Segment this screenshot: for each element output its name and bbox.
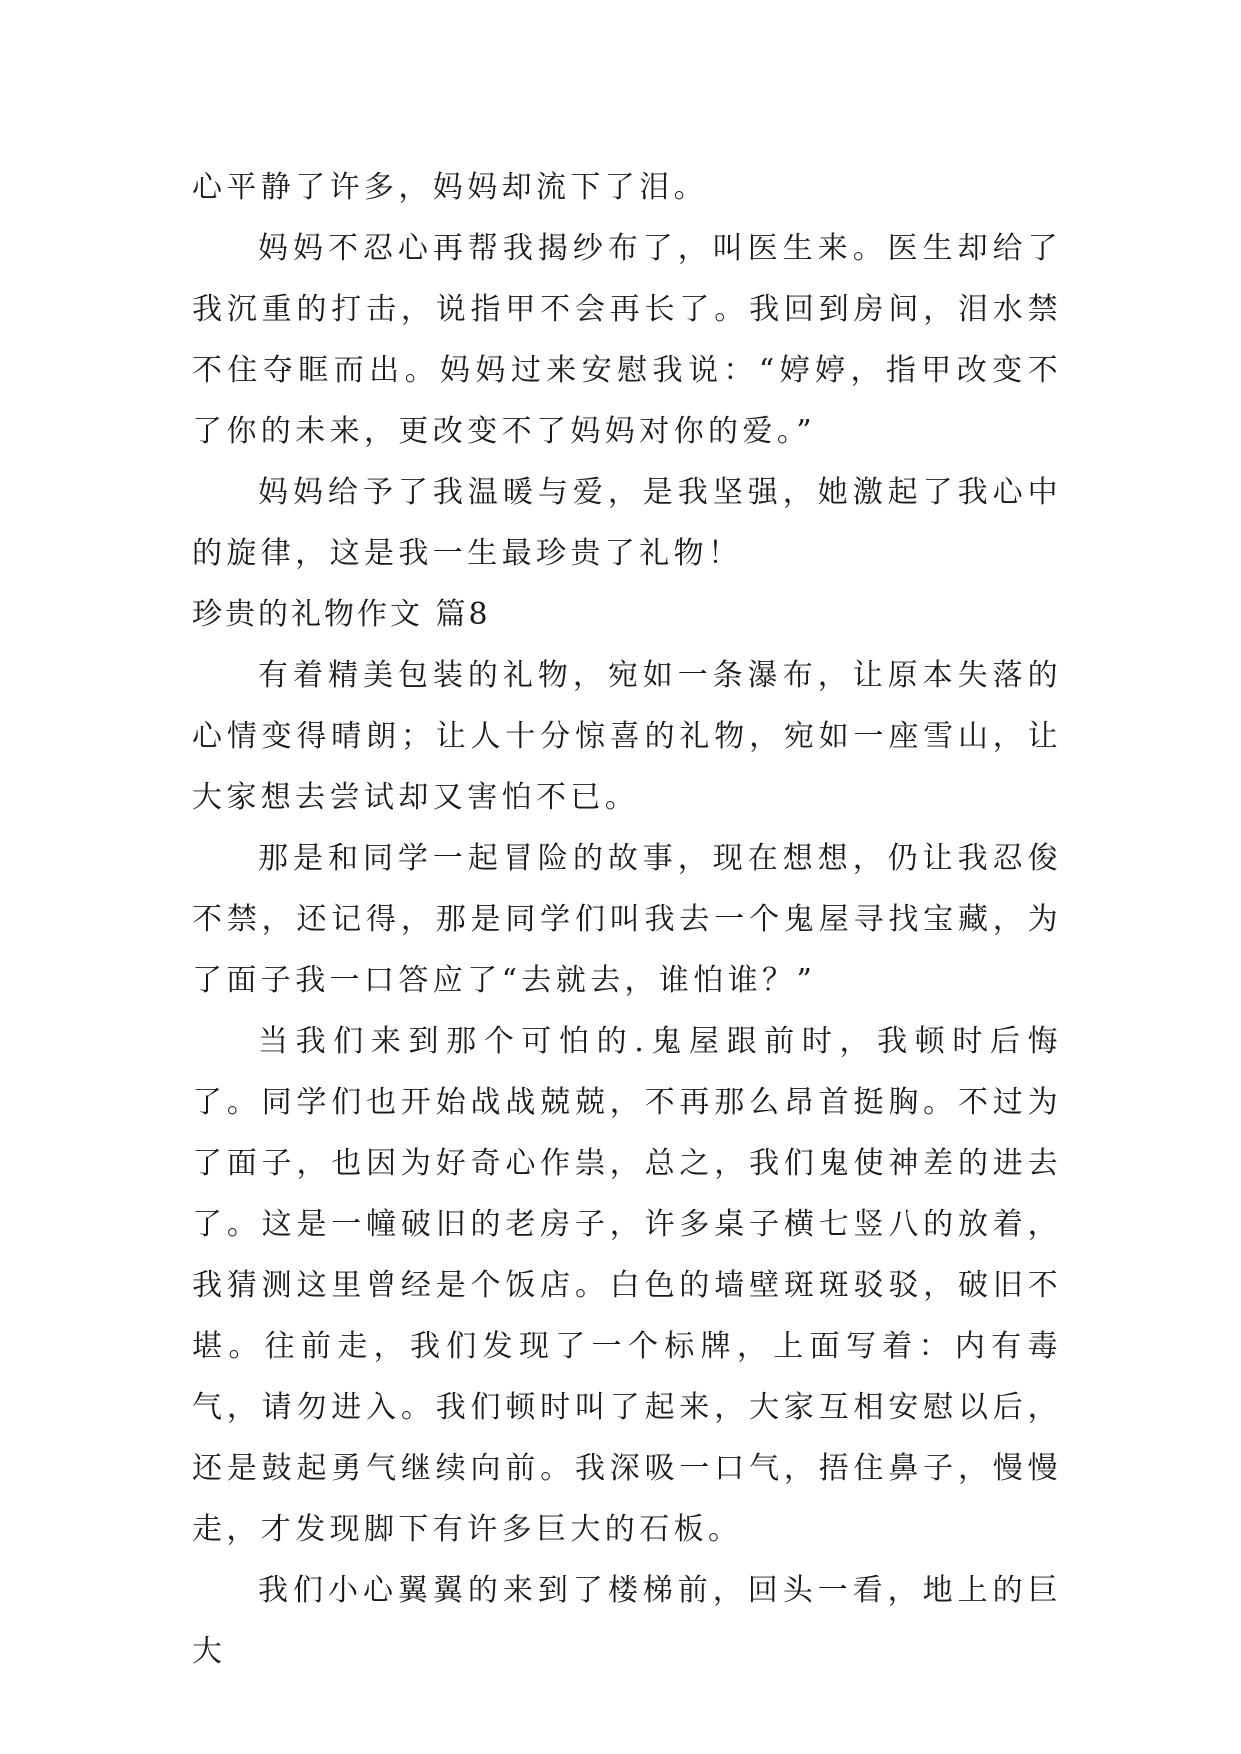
paragraph-stairs: 我们小心翼翼的来到了楼梯前，回头一看，地上的巨大 [192,1573,1062,1669]
paragraph-doctor-news: 妈妈不忍心再帮我揭纱布了，叫医生来。医生却给了我沉重的打击，说指甲不会再长了。我回到房间，泪水禁不住夺眶而出。妈妈过来安慰我说：“婷婷，指甲改变不了你的未来，更改变不了妈妈对你的爱。” [192,231,1062,449]
section-heading: 珍贵的礼物作文 篇8 [192,597,491,632]
paragraph-gift-intro: 有着精美包装的礼物，宛如一条瀑布，让原本失落的心情变得晴朗；让人十分惊喜的礼物，宛如一座雪山，让大家想去尝试却又害怕不已。 [192,658,1062,815]
document-body [192,157,1062,1682]
paragraph-adventure-start: 那是和同学一起冒险的故事，现在想想，仍让我忍俊不禁，还记得，那是同学们叫我去一个鬼屋寻找宝藏，为了面子我一口答应了“去就去，谁怕谁？” [192,841,1062,998]
paragraph-mother-gift: 妈妈给予了我温暖与爱，是我坚强，她激起了我心中的旋律，这是我一生最珍贵了礼物！ [192,475,1062,571]
paragraph-haunted-house: 当我们来到那个可怕的.鬼屋跟前时，我顿时后悔了。同学们也开始战战兢兢，不再那么昂首挺胸。不过为了面子，也因为好奇心作祟，总之，我们鬼使神差的进去了。这是一幢破旧的老房子，许多桌子横七竖八的放着，我猜测这里曾经是个饭店。白色的墙壁斑斑驳驳，破旧不堪。往前走，我们发现了一个标牌，上面写着：内有毒气，请勿进入。我们顿时叫了起来，大家互相安慰以后，还是鼓起勇气继续向前。我深吸一口气，捂住鼻子，慢慢走，才发现脚下有许多巨大的石板。 [192,1024,1062,1547]
paragraph-continuation: 心平静了许多，妈妈却流下了泪。 [192,170,708,205]
